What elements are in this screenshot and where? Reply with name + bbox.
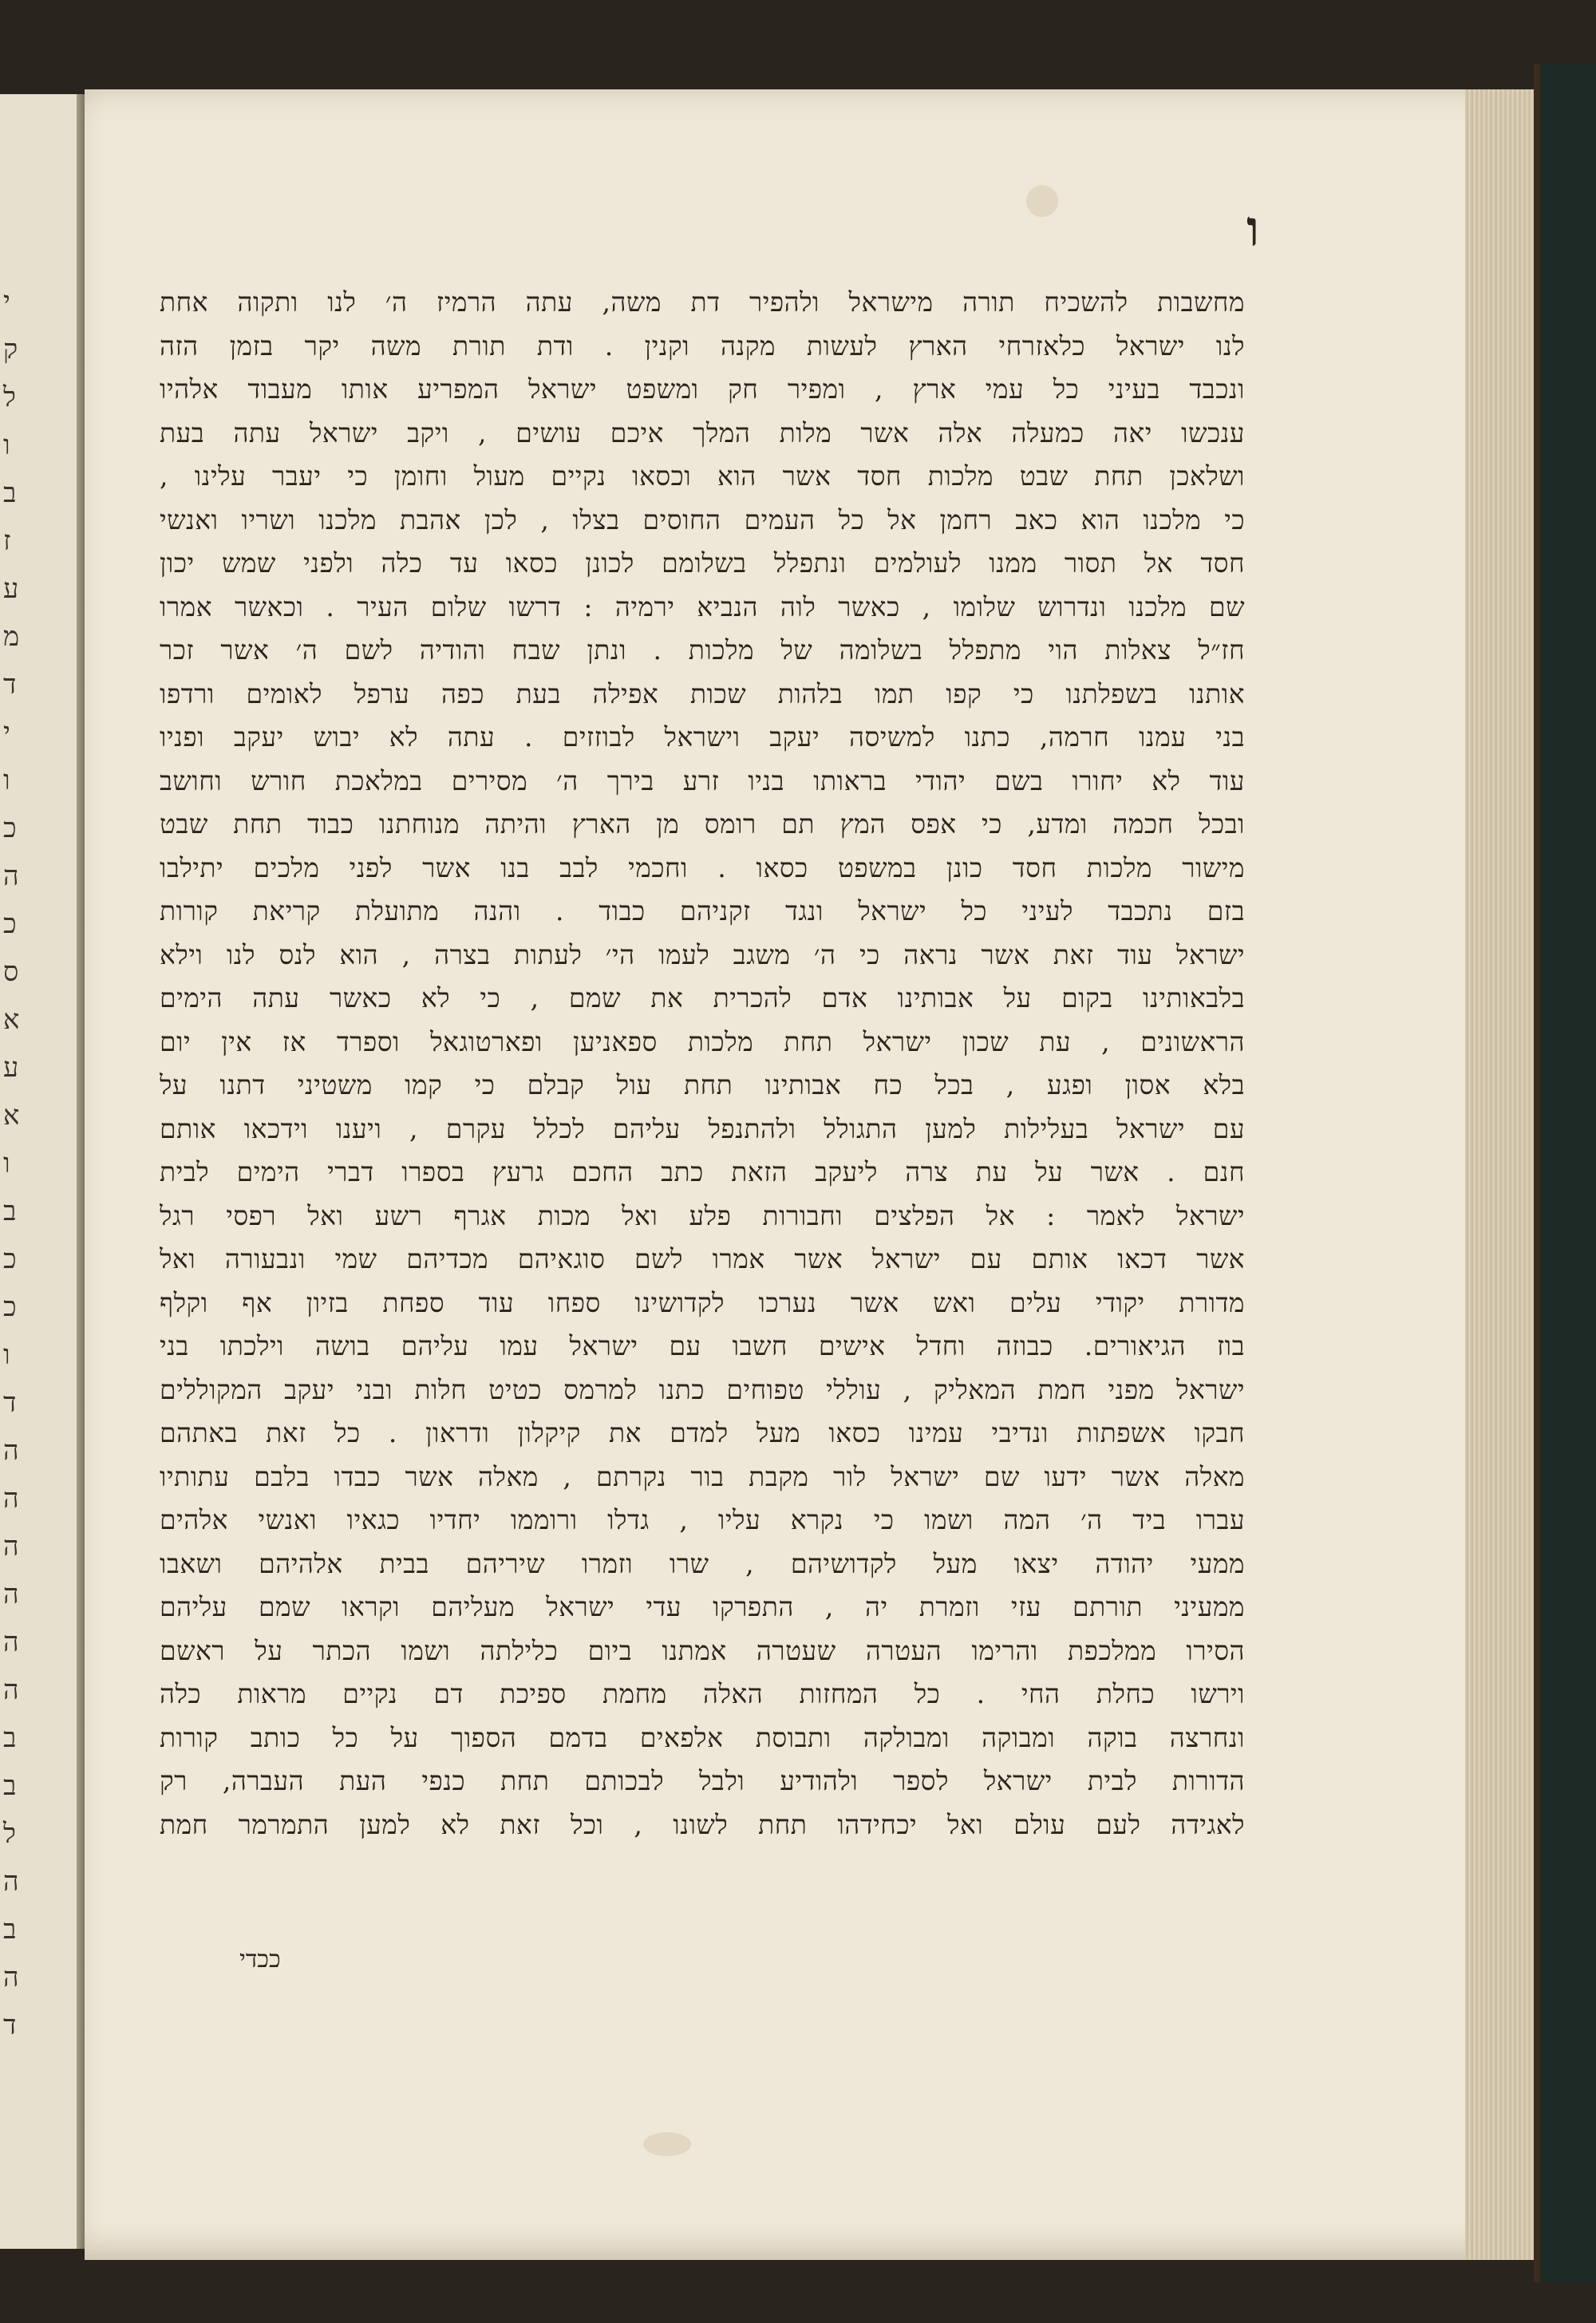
text-line: עם ישראל בעלילות למען התגולל ולהתנפל עליהם לכלל עקרם , ויענו וידכאו אותם bbox=[160, 1112, 1245, 1144]
text-line: חז״ל צאלות הוי מתפלל בשלומה של מלכות . ונתן שבח והודיה לשם ה׳ אשר זכר bbox=[160, 634, 1245, 666]
catchword: ככדי bbox=[239, 1946, 281, 1973]
text-line: ונכבד בעיני כל עמי ארץ , ומפיר חק ומשפט ישראל המפריע אותו מעבוד אלהיו bbox=[160, 373, 1245, 405]
text-line: ובכל חכמה ומדע, כי אפס המץ תם רומס מן הארץ והיתה מנוחתנו כבוד תחת שבט bbox=[160, 808, 1245, 840]
text-line: לאגידה לעם עולם ואל יכחידהו תחת לשונו , וכל זאת לא למען התמרמר חמת bbox=[160, 1808, 1245, 1840]
facing-page bbox=[0, 94, 81, 2249]
facing-page-fragment: ב bbox=[3, 1195, 17, 1227]
facing-page-fragment: ה bbox=[3, 1674, 19, 1706]
facing-page-fragment: ו bbox=[3, 1339, 10, 1371]
facing-page-fragment: ע bbox=[3, 1052, 19, 1084]
text-line: חבקו אשפתות ונדיבי עמינו כסאו מעל למדם את קיקלון ודראון . כל זאת באתהם bbox=[160, 1417, 1245, 1448]
text-line: הדורות לבית ישראל לספר ולהודיע ולבל לבכותם תחת כנפי העת העברה, רק bbox=[160, 1765, 1245, 1796]
facing-page-fragment: ק bbox=[3, 334, 18, 365]
text-line: בלבאותינו בקום על אבותינו אדם להכרית את שמם , כי לא כאשר עתה הימים bbox=[160, 982, 1245, 1013]
facing-page-fragment: א bbox=[3, 1100, 20, 1132]
text-line: מחשבות להשכיח תורה מישראל ולהפיר דת משה, עתה הרמיז ה׳ לנו ותקוה אחת bbox=[160, 286, 1245, 318]
book-cover bbox=[1534, 64, 1596, 2282]
text-line: ענכשו יאה כמעלה אלה אשר מלות המלך איכם עושים , ויקב ישראל עתה בעת bbox=[160, 417, 1245, 448]
facing-page-fragment: ד bbox=[3, 1387, 17, 1419]
facing-page-fragment: ב bbox=[3, 1914, 17, 1946]
facing-page-fragment: ל bbox=[3, 1818, 16, 1850]
text-line: מדורת יקודי עלים ואש אשר נערכו לקדושינו ספחו עוד ספחת בזיון אף וקלף bbox=[160, 1286, 1245, 1318]
facing-page-fragment: א bbox=[3, 1004, 20, 1036]
text-line: חנם . אשר על עת צרה ליעקב הזאת כתב החכם גרעץ בספרו דברי הימים לבית bbox=[160, 1156, 1245, 1187]
facing-page-fragment: ה bbox=[3, 1531, 19, 1562]
text-line: שם מלכנו ונדרוש שלומו , כאשר לוה הנביא ירמיה : דרשו שלום העיר . וכאשר אמרו bbox=[160, 591, 1245, 622]
page-edges bbox=[1465, 89, 1545, 2260]
text-line: אשר דכאו אותם עם ישראל אשר אמרו לשם סוגאיהם מכדיהם שמי ונבעורה ואל bbox=[160, 1243, 1245, 1274]
facing-page-fragment: ו bbox=[3, 1148, 10, 1179]
facing-page-fragment: ה bbox=[3, 1866, 19, 1898]
facing-page-fragment: ד bbox=[3, 669, 17, 701]
facing-page-fragment: כ bbox=[3, 1243, 17, 1275]
text-line: מאלה אשר ידעו שם ישראל לור מקבת בור נקרתם , מאלה אשר כבדו בלבם עתותיו bbox=[160, 1460, 1245, 1492]
text-line: עברו ביד ה׳ המה ושמו כי נקרא עליו , גדלו ורוממו יחדיו כגאיו ואנשי אלהים bbox=[160, 1504, 1245, 1535]
facing-page-fragment: ה bbox=[3, 1626, 19, 1658]
facing-page-fragment: ה bbox=[3, 1483, 19, 1515]
body-text bbox=[160, 281, 1245, 1847]
text-line: הסירו ממלכפת והרימו העטרה שעטרה אמתנו ביום כלילתה ושמו הכתר על ראשם bbox=[160, 1634, 1245, 1666]
facing-page-fragment: ב bbox=[3, 1722, 17, 1754]
facing-page-fragment: ב bbox=[3, 477, 17, 509]
facing-page-fragment: כ bbox=[3, 1291, 17, 1323]
facing-page-fragment: ז bbox=[3, 525, 11, 557]
text-line: בוז הגיאורים. כבוזה וחדל אישים חשבו עם ישראל עמו עליהם בושה וילכתו בני bbox=[160, 1330, 1245, 1361]
facing-page-fragment: י bbox=[3, 717, 10, 749]
facing-page-fragment: ל bbox=[3, 381, 16, 413]
facing-page-fragment: ה bbox=[3, 1578, 19, 1610]
facing-page-fragment: כ bbox=[3, 908, 17, 940]
text-line: ונחרצה בוקה ומבוקה ומבולקה ותבוסת אלפאים בדמם הספוך על כל כותב קורות bbox=[160, 1721, 1245, 1753]
paper-stain bbox=[1026, 185, 1058, 217]
facing-page-fragment: מ bbox=[3, 621, 20, 653]
text-line: ממעיני תורתם עזי וזמרת יה , התפרקו עדי ישראל מעליהם וקראו שמם עליהם bbox=[160, 1591, 1245, 1622]
text-line: ממעי יהודה יצאו מעל לקדושיהם , שרו וזמרו שיריהם בבית אלהיהם ושאבו bbox=[160, 1547, 1245, 1579]
text-line: חסד אל תסור ממנו לעולמים ונתפלל בשלומם לכונן כסאו עד כלה ולפני שמש יכון bbox=[160, 547, 1245, 579]
text-line: וירשו כחלת החי . כל המחזות האלה מחמת ספיכת דם נקיים מראות כלה bbox=[160, 1678, 1245, 1709]
facing-page-fragment: ס bbox=[3, 956, 19, 988]
facing-page-fragment: ה bbox=[3, 1435, 19, 1467]
facing-page-fragment: ד bbox=[3, 2009, 17, 2041]
facing-page-fragment: ע bbox=[3, 573, 19, 605]
text-line: בלא אסון ופגע , בכל כח אבותינו תחת עול קבלם כי קמו משטיני דתנו על bbox=[160, 1069, 1245, 1100]
text-line: בני עמנו חרמה, כתנו למשיסה יעקב וישראל לבוזזים . עתה לא יבוש יעקב ופניו bbox=[160, 721, 1245, 753]
paper-stain bbox=[643, 2132, 691, 2156]
text-line: כי מלכנו הוא כאב רחמן אל כל העמים החוסים בצלו , לכן אהבת מלכנו ושריו ואנשי bbox=[160, 504, 1245, 535]
page-number: ו bbox=[1246, 200, 1259, 258]
text-line: הראשונים , עת שכון ישראל תחת מלכות ספאניען ופארטוגאל וספרד אז אין יום bbox=[160, 1025, 1245, 1057]
text-line: אותנו בשפלתנו כי קפו תמו בלהות שכות אפילה בעת כפה ערפל לאומים ורדפו bbox=[160, 678, 1245, 709]
text-line: עוד לא יחורו בשם יהודי בראותו בניו זרע בירך ה׳ מסירים במלאכת חורש וחושב bbox=[160, 764, 1245, 796]
facing-page-fragment: י bbox=[3, 286, 10, 318]
text-line: לנו ישראל כלאזרחי הארץ לעשות מקנה וקנין . ודת תורת משה יקר בזמן הזה bbox=[160, 330, 1245, 361]
text-line: ישראל לאמר : אל הפלצים וחבורות פלע ואל מכות אגרף רשע ואל רפסי רגל bbox=[160, 1199, 1245, 1231]
facing-page-fragment: ה bbox=[3, 1962, 19, 1993]
text-line: בזם נתכבד לעיני כל ישראל ונגד זקניהם כבוד . והנה מתועלת קריאת קורות bbox=[160, 895, 1245, 926]
text-line: ישראל מפני חמת המאליק , עוללי טפוחים כתנו למרמס כטיט חלות ובני יעקב המקוללים bbox=[160, 1373, 1245, 1405]
facing-page-fragment: כ bbox=[3, 812, 17, 844]
text-line: ושלאכן תחת שבט מלכות חסד אשר הוא וכסאו נקיים מעול וחומן כי יעבר עלינו , bbox=[160, 460, 1245, 492]
facing-page-fragment: ה bbox=[3, 860, 19, 892]
text-line: ישראל עוד זאת אשר נראה כי ה׳ משגב לעמו הי׳ לעתות בצרה , הוא לנס לנו וילא bbox=[160, 938, 1245, 970]
facing-page-fragment: ו bbox=[3, 764, 10, 796]
facing-page-fragment: ב bbox=[3, 1770, 17, 1802]
text-line: מישור מלכות חסד כונן במשפט כסאו . וחכמי לבב בנו אשר לפני מלכים יתילבו bbox=[160, 851, 1245, 883]
facing-page-fragment: ו bbox=[3, 429, 10, 461]
